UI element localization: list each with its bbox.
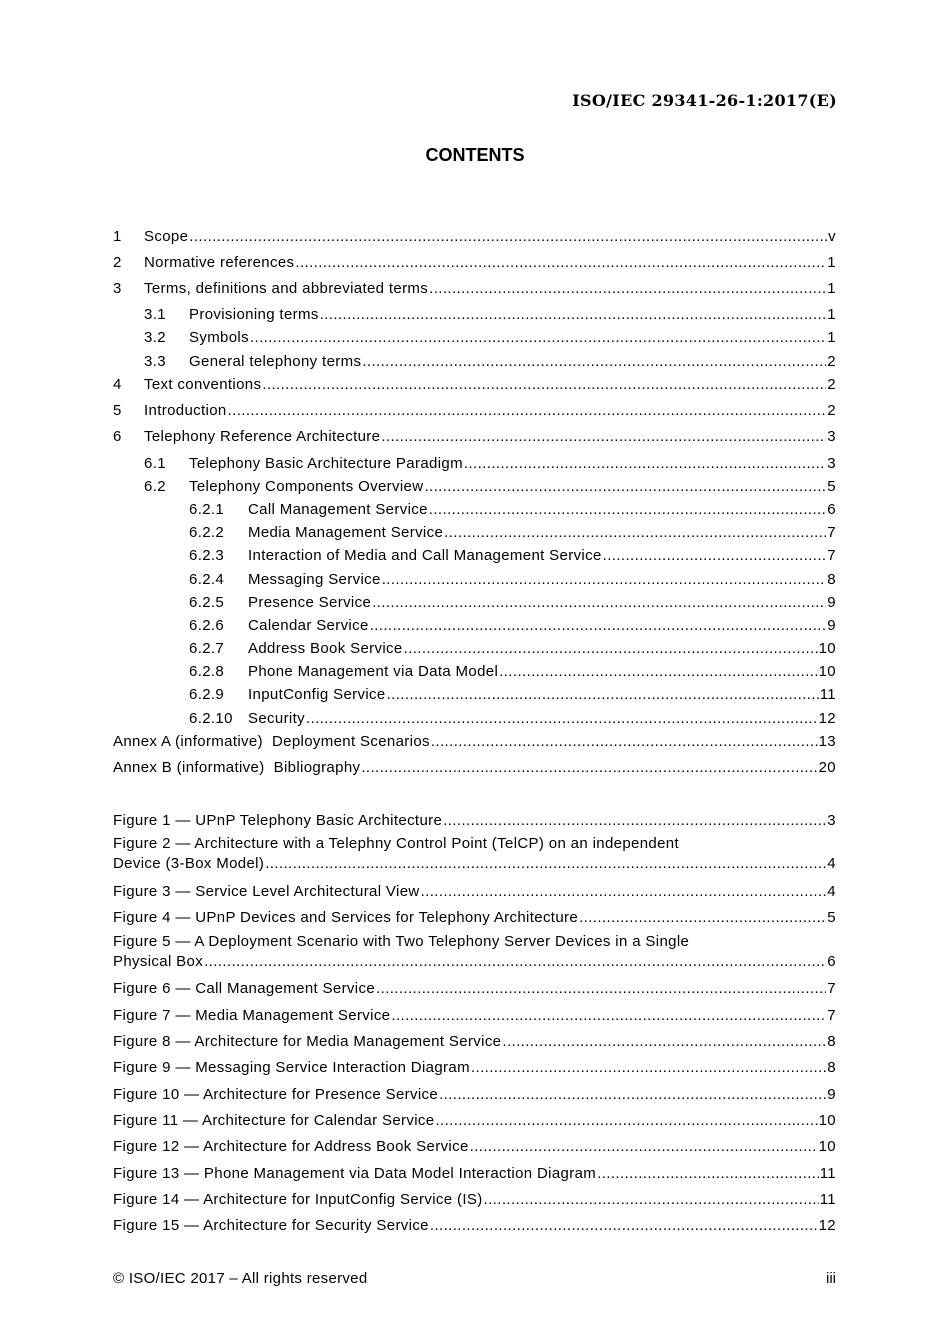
toc-entry[interactable] (189, 705, 836, 727)
toc-page: 3 (827, 428, 836, 445)
figure-entry[interactable] (113, 1212, 836, 1234)
figure-entry[interactable] (113, 1002, 836, 1024)
figure-title-line2: Physical Box (113, 953, 204, 970)
toc-title: Media Management Service (248, 524, 444, 541)
figure-title: Figure 9 — Messaging Service Interaction Diagram (113, 1059, 470, 1076)
figure-title: Figure 7 — Media Management Service (113, 1007, 391, 1024)
toc-title: Normative references (144, 254, 295, 271)
toc-title: Symbols (189, 329, 249, 346)
toc-title: Calendar Service (248, 617, 369, 634)
toc-entry[interactable] (189, 542, 836, 564)
toc-title: Interaction of Media and Call Management Service (248, 547, 602, 564)
toc-number: 2 (113, 254, 122, 271)
toc-entry[interactable] (189, 681, 836, 703)
toc-number: 1 (113, 228, 122, 245)
figure-title: Figure 13 — Phone Management via Data Model Interaction Diagram (113, 1165, 597, 1182)
document-id: ISO/IEC 29341-26-1:2017(E) (572, 91, 837, 110)
toc-title: Telephony Reference Architecture (144, 428, 381, 445)
figure-entry[interactable] (113, 834, 836, 872)
figure-page: 10 (818, 1138, 836, 1155)
figure-entry[interactable] (113, 1054, 836, 1076)
toc-number: 5 (113, 402, 122, 419)
toc-entry[interactable] (113, 249, 836, 271)
figure-page: 7 (827, 980, 836, 997)
toc-entry[interactable] (144, 324, 836, 346)
figure-page: 3 (827, 812, 836, 829)
figure-entry[interactable] (113, 807, 836, 829)
toc-number: 3 (113, 280, 122, 297)
figure-entry[interactable] (113, 878, 836, 900)
toc-number: 6.2.4 (189, 571, 225, 588)
toc-entry[interactable] (113, 423, 836, 445)
toc-page: 12 (818, 710, 836, 727)
figure-title: Figure 12 — Architecture for Address Book Service (113, 1138, 469, 1155)
figure-page: 6 (827, 953, 836, 970)
page-number: iii (826, 1270, 836, 1287)
toc-entry[interactable] (113, 275, 836, 297)
figure-entry[interactable] (113, 1107, 836, 1129)
page-title: CONTENTS (425, 145, 525, 165)
toc-entry[interactable] (144, 473, 836, 495)
toc-number: 6.2 (144, 478, 166, 495)
toc-title: Annex A (informative) Deployment Scenarios (113, 733, 430, 750)
toc-number: 6.2.1 (189, 501, 225, 518)
figure-title: Figure 8 — Architecture for Media Management Service (113, 1033, 502, 1050)
toc-number: 6.2.3 (189, 547, 225, 564)
toc-page: 2 (827, 402, 836, 419)
toc-entry[interactable] (144, 348, 836, 370)
figure-entry[interactable] (113, 932, 836, 970)
toc-title: Introduction (144, 402, 227, 419)
toc-entry-annex[interactable] (113, 728, 836, 750)
toc-title: Provisioning terms (189, 306, 319, 323)
figure-title-line2: Device (3-Box Model) (113, 855, 265, 872)
toc-page: 2 (827, 353, 836, 370)
toc-entry[interactable] (189, 519, 836, 541)
figure-page: 4 (827, 883, 836, 900)
toc-number: 3.3 (144, 353, 166, 370)
toc-title: InputConfig Service (248, 686, 386, 703)
figure-page: 8 (827, 1059, 836, 1076)
toc-number: 6.2.8 (189, 663, 225, 680)
figure-title: Figure 3 — Service Level Architectural View (113, 883, 420, 900)
toc-title: Messaging Service (248, 571, 381, 588)
toc-page: 10 (818, 640, 836, 657)
figure-page: 11 (819, 1165, 836, 1182)
toc-page: 9 (827, 594, 836, 611)
toc-title: Text conventions (144, 376, 262, 393)
figure-page: 9 (827, 1086, 836, 1103)
figure-title: Figure 4 — UPnP Devices and Services for Telephony Architecture (113, 909, 579, 926)
toc-entry[interactable] (144, 301, 836, 323)
figure-page: 4 (827, 855, 836, 872)
figure-title: Figure 10 — Architecture for Presence Service (113, 1086, 439, 1103)
figure-entry[interactable] (113, 1160, 836, 1182)
toc-title: Scope (144, 228, 189, 245)
toc-number: 3.1 (144, 306, 166, 323)
toc-entry[interactable] (189, 589, 836, 611)
figure-title: Figure 15 — Architecture for Security Service (113, 1217, 429, 1234)
toc-title: Call Management Service (248, 501, 428, 518)
copyright-notice: © ISO/IEC 2017 – All rights reserved (113, 1270, 368, 1287)
toc-number: 6.2.6 (189, 617, 225, 634)
toc-page: 1 (827, 254, 836, 271)
figure-page: 7 (827, 1007, 836, 1024)
toc-entry[interactable] (189, 635, 836, 657)
toc-entry[interactable] (189, 612, 836, 634)
toc-entry[interactable] (189, 658, 836, 680)
toc-number: 3.2 (144, 329, 166, 346)
toc-entry[interactable] (113, 397, 836, 419)
toc-title: General telephony terms (189, 353, 362, 370)
figure-title: Figure 6 — Call Management Service (113, 980, 376, 997)
toc-page: 13 (818, 733, 836, 750)
figure-entry[interactable] (113, 904, 836, 926)
toc-number: 6.2.9 (189, 686, 225, 703)
figure-title-line1: Figure 5 — A Deployment Scenario with Two Telephony Server Devices in a Single (113, 933, 690, 950)
toc-page: 10 (818, 663, 836, 680)
toc-title: Phone Management via Data Model (248, 663, 499, 680)
toc-number: 6.2.2 (189, 524, 225, 541)
toc-number: 6 (113, 428, 122, 445)
figure-title: Figure 14 — Architecture for InputConfig Service (IS) (113, 1191, 483, 1208)
toc-number: 6.1 (144, 455, 166, 472)
toc-entry-annex[interactable] (113, 754, 836, 776)
toc-page: 5 (827, 478, 836, 495)
toc-page: 7 (827, 524, 836, 541)
toc-number: 4 (113, 376, 122, 393)
toc-number: 6.2.10 (189, 710, 233, 727)
toc-title: Presence Service (248, 594, 372, 611)
toc-entry[interactable] (113, 371, 836, 393)
toc-title: Telephony Components Overview (189, 478, 424, 495)
figure-entry[interactable] (113, 975, 836, 997)
toc-number: 6.2.5 (189, 594, 225, 611)
toc-title: Security (248, 710, 305, 727)
toc-entry[interactable] (189, 566, 836, 588)
figure-entry[interactable] (113, 1133, 836, 1155)
figure-entry[interactable] (113, 1186, 836, 1208)
figure-page: 5 (827, 909, 836, 926)
figure-title-line1: Figure 2 — Architecture with a Telephny Control Point (TelCP) on an independent (113, 835, 680, 852)
toc-page: 6 (827, 501, 836, 518)
toc-page: 9 (827, 617, 836, 634)
toc-entry[interactable] (113, 223, 836, 245)
figure-title: Figure 1 — UPnP Telephony Basic Architecture (113, 812, 443, 829)
toc-title: Annex B (informative) Bibliography (113, 759, 361, 776)
figure-page: 10 (818, 1112, 836, 1129)
toc-title: Telephony Basic Architecture Paradigm (189, 455, 463, 472)
figure-entry[interactable] (113, 1028, 836, 1050)
toc-entry[interactable] (144, 450, 836, 472)
toc-page: 7 (827, 547, 836, 564)
toc-page: 20 (818, 759, 836, 776)
toc-page: 11 (819, 686, 836, 703)
figure-entry[interactable] (113, 1081, 836, 1103)
toc-page: 1 (827, 306, 836, 323)
figure-page: 11 (819, 1191, 836, 1208)
toc-page: 1 (827, 329, 836, 346)
toc-title: Address Book Service (248, 640, 403, 657)
figure-page: 8 (827, 1033, 836, 1050)
toc-number: 6.2.7 (189, 640, 225, 657)
toc-page: 8 (827, 571, 836, 588)
figure-page: 12 (818, 1217, 836, 1234)
toc-title: Terms, definitions and abbreviated terms (144, 280, 429, 297)
toc-page: 2 (827, 376, 836, 393)
toc-page: v (828, 228, 836, 245)
toc-entry[interactable] (189, 496, 836, 518)
toc-page: 1 (827, 280, 836, 297)
toc-page: 3 (827, 455, 836, 472)
figure-title: Figure 11 — Architecture for Calendar Service (113, 1112, 435, 1129)
